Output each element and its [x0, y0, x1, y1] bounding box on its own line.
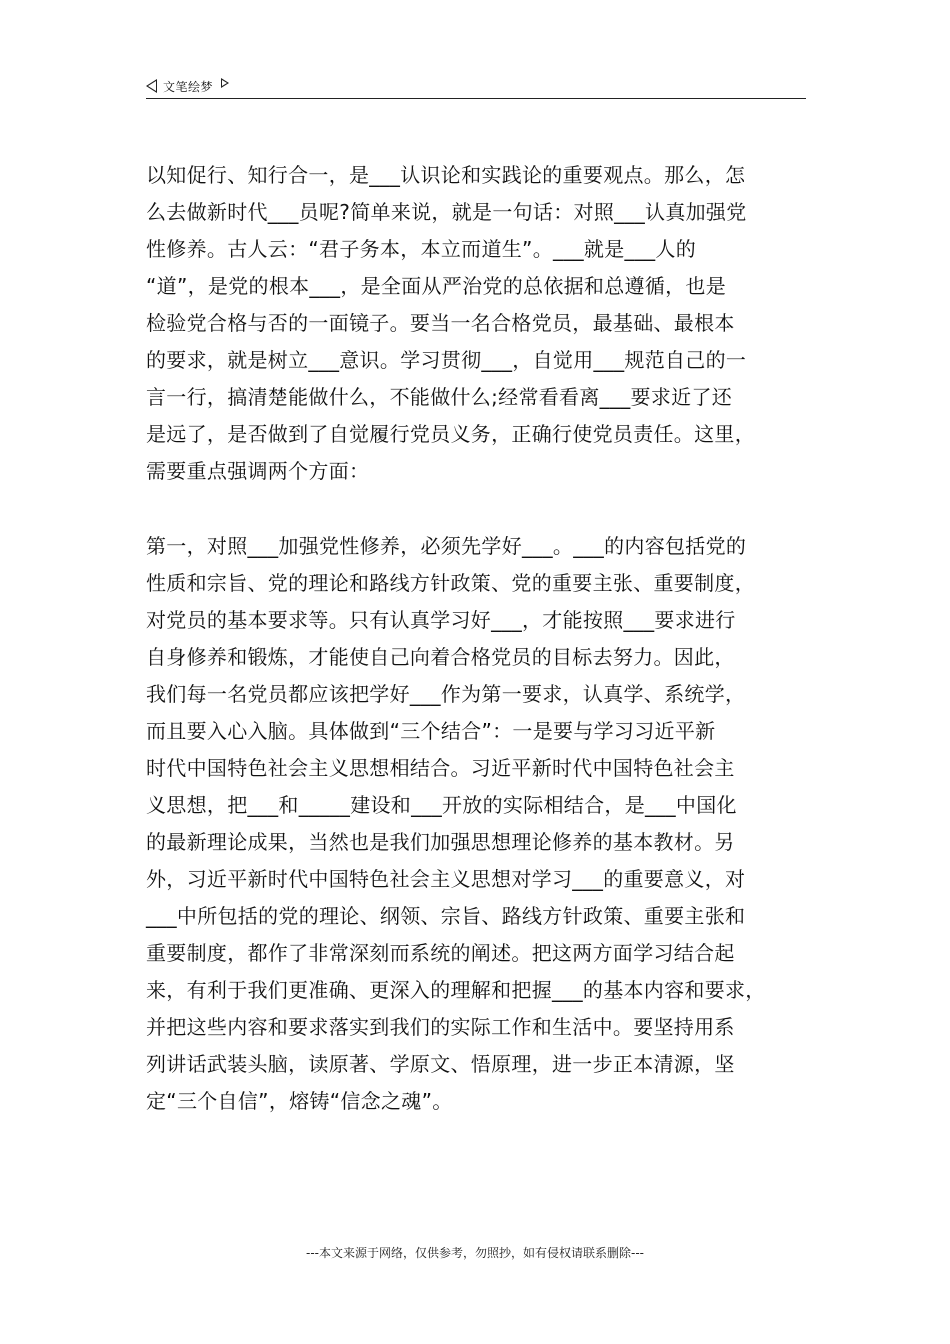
text-line: 重要制度，都作了非常深刻而系统的阐述。把这两方面学习结合起: [146, 941, 735, 965]
text-line: 以知促行、知行合一，是___认识论和实践论的重要观点。那么，怎: [146, 163, 746, 187]
header-brand: 文笔绘梦: [163, 79, 214, 94]
triangle-right-icon: [221, 78, 229, 88]
text-line: 自身修养和锻炼，才能使自己向着合格党员的目标去努力。因此，: [146, 645, 735, 669]
triangle-left-icon: [146, 79, 157, 93]
text-line: 并把这些内容和要求落实到我们的实际工作和生活中。要坚持用系: [146, 1015, 735, 1039]
text-line: 定“三个自信”，熔铸“信念之魂”。: [146, 1089, 453, 1113]
paragraph-2: [146, 528, 808, 1120]
text-line: 我们每一名党员都应该把学好___作为第一要求，认真学、系统学，: [146, 682, 746, 706]
text-line: ___中所包括的党的理论、纲领、宗旨、路线方针政策、重要主张和: [146, 904, 746, 928]
text-line: 时代中国特色社会主义思想相结合。习近平新时代中国特色社会主: [146, 756, 735, 780]
text-line: 来，有利于我们更准确、更深入的理解和把握___的基本内容和要求，: [146, 978, 766, 1002]
text-line: 的最新理论成果，当然也是我们加强思想理论修养的基本教材。另: [146, 830, 735, 854]
text-line: 外，习近平新时代中国特色社会主义思想对学习___的重要意义，对: [146, 867, 746, 891]
text-line: 义思想，把___和_____建设和___开放的实际相结合，是___中国化: [146, 793, 737, 817]
text-line: 言一行，搞清楚能做什么，不能做什么;经常看看离___要求近了还: [146, 385, 733, 409]
text-line: “道”，是党的根本___，是全面从严治党的总依据和总遵循，也是: [146, 274, 727, 298]
text-line: 需要重点强调两个方面：: [146, 459, 370, 483]
text-line: 么去做新时代___员呢?简单来说，就是一句话：对照___认真加强党: [146, 200, 747, 224]
page-header: [146, 74, 806, 99]
text-line: 而且要入心入脑。具体做到“三个结合”：一是要与学习习近平新: [146, 719, 716, 743]
text-line: 的要求，就是树立___意识。学习贯彻___，自觉用___规范自己的一: [146, 348, 747, 372]
text-line: 列讲话武装头脑，读原著、学原文、悟原理，进一步正本清源，坚: [146, 1052, 735, 1076]
text-line: 是远了，是否做到了自觉履行党员义务，正确行使党员责任。这里，: [146, 422, 755, 446]
text-line: 第一，对照___加强党性修养，必须先学好___。___的内容包括党的: [146, 534, 747, 558]
text-line: 对党员的基本要求等。只有认真学习好___，才能按照___要求进行: [146, 608, 736, 632]
text-line: 检验党合格与否的一面镜子。要当一名合格党员，最基础、最根本: [146, 311, 735, 335]
document-body: [146, 157, 808, 1120]
page-footer: ---本文来源于网络，仅供参考，勿照抄，如有侵权请联系删除---: [306, 1246, 644, 1260]
paragraph-gap: [146, 490, 808, 528]
text-line: 性质和宗旨、党的理论和路线方针政策、党的重要主张、重要制度，: [146, 571, 755, 595]
paragraph-1: [146, 157, 808, 490]
text-line: 性修养。古人云：“君子务本，本立而道生”。___就是___人的: [146, 237, 697, 261]
